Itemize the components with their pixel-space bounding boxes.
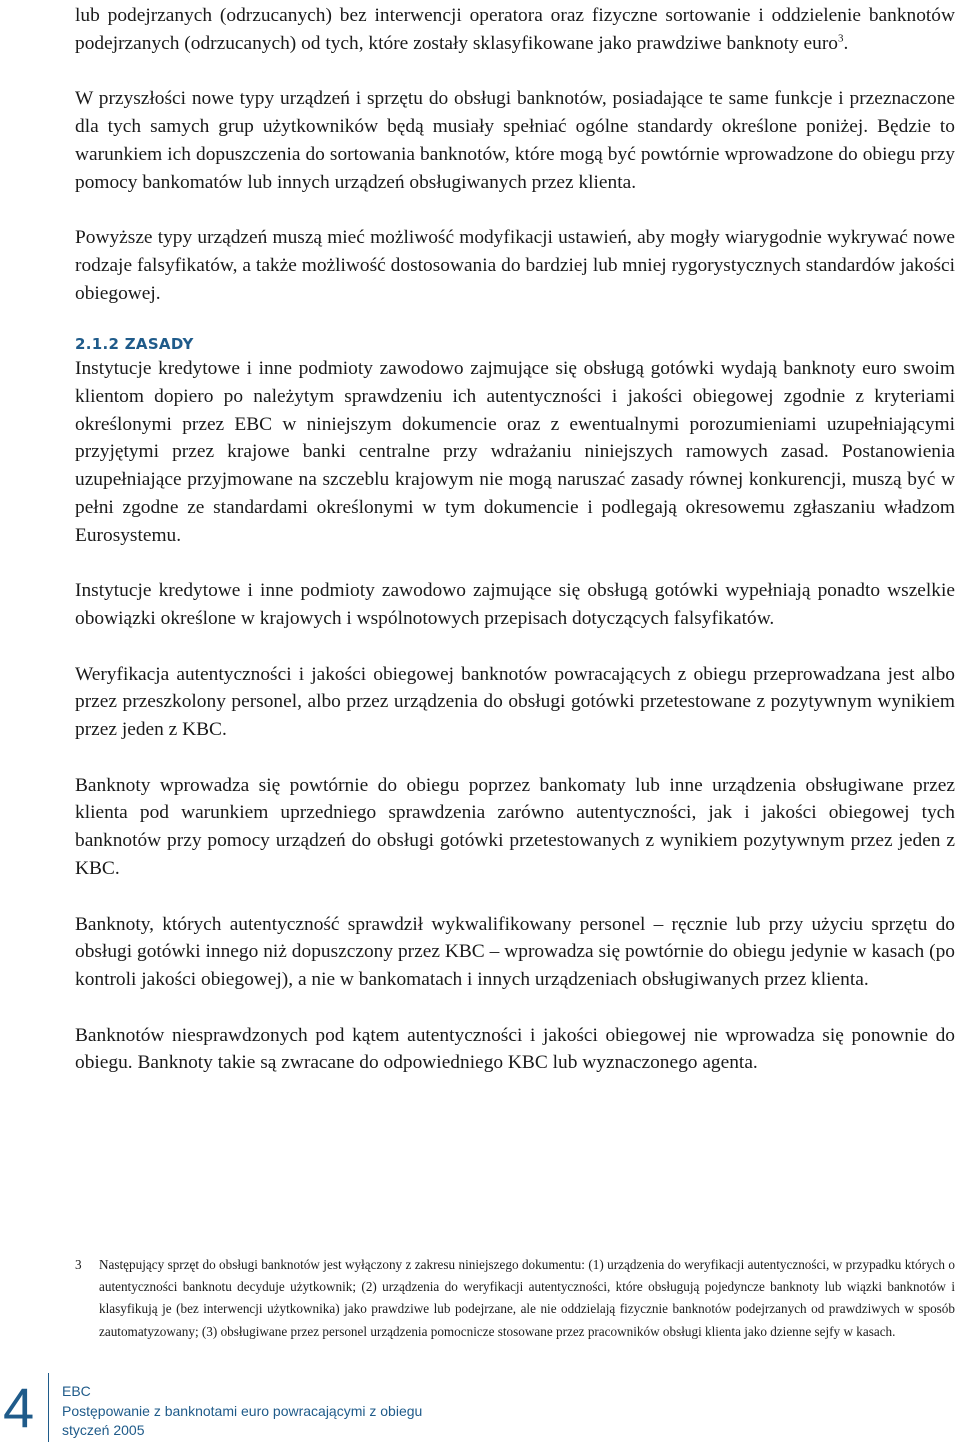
paragraph: Powyższe typy urządzeń muszą mieć możliwość modyfikacji ustawień, aby mogły wiarygodnie wykrywać nowe rodzaje falsyfikatów, a także możliwość dostosowania do bardziej lub mniej rygorystycznych standardów jakości obiegowej. <box>75 227 955 304</box>
footer-info <box>62 1382 422 1441</box>
footer-publisher: EBC <box>62 1383 91 1399</box>
footnote-reference[interactable]: 3 <box>837 32 844 45</box>
footnote-text: Następujący sprzęt do obsługi banknotów jest wyłączony z zakresu niniejszego dokumentu: (1) urządzenia do weryfikacji autentyczności, w przypadku których o autentyczności banknotu decyduje użytkownik; (2) urządzenia do weryfikacji autentyczności, które obsługują pojedyncze banknoty lub wiązki banknotów i klasyfikują je (bez interwencji użytkownika) jako prawdziwe lub podejrzane, ale nie oddzielają fizycznie banknotów podejrzanych od prawdziwych w sposób zautomatyzowany; (3) obsługiwane przez personel urządzenia pomocnicze stosowane przez pracowników obsługi klienta jako dzienne sejfy w kasach. <box>99 1257 955 1339</box>
footer-date: styczeń 2005 <box>62 1422 145 1438</box>
footer-divider <box>48 1373 49 1442</box>
paragraph <box>75 2 955 57</box>
sentence-end: . <box>843 32 849 54</box>
page-number: 4 <box>3 1376 35 1439</box>
paragraph: Weryfikacja autentyczności i jakości obiegowej banknotów powracających z obiegu przeprowadzana jest albo przez przeszkolony personel, albo przez urządzenia do obsługi gotówki przetestowane z pozytywnym wynikiem przez jeden z KBC. <box>75 663 955 741</box>
paragraph: Banknoty wprowadza się powtórnie do obiegu poprzez bankomaty lub inne urządzenia obsługiwane przez klienta pod warunkiem uprzedniego sprawdzenia zarówno autentyczności, jak i jakości obiegowej tych banknotów przy pomocy urządzeń do obsługi gotówki przetestowanych z wynikiem pozytywnym przez jeden z KBC. <box>75 774 955 879</box>
section-heading: 2.1.2 ZASADY <box>75 335 194 354</box>
paragraph: Banknotów niesprawdzonych pod kątem autentyczności i jakości obiegowej nie wprowadza się ponownie do obiegu. Banknoty takie są zwracane do odpowiedniego KBC lub wyznaczonego agenta. <box>75 1024 955 1074</box>
paragraph: Instytucje kredytowe i inne podmioty zawodowo zajmujące się obsługą gotówki wypełniają ponadto wszelkie obowiązki określone w krajowych i wspólnotowych przepisach dotyczących falsyfikatów. <box>75 580 955 629</box>
main-content <box>75 2 955 1077</box>
paragraph: W przyszłości nowe typy urządzeń i sprzętu do obsługi banknotów, posiadające te same funkcje i przeznaczone dla tych samych grup użytkowników będą musiały spełniać ogólne standardy określone poniżej. Będzie to warunkiem ich dopuszczenia do sortowania banknotów, które mogą być powtórnie wprowadzone do obiegu przy pomocy bankomatów lub innych urządzeń obsługiwanych przez klienta. <box>75 88 955 193</box>
footnote <box>75 1254 955 1343</box>
paragraph-text: lub podejrzanych (odrzucanych) bez interwencji operatora oraz fizyczne sortowanie i oddzielenie banknotów podejrzanych (odrzucanych) od tych, które zostały sklasyfikowane jako prawdziwe banknoty euro <box>75 5 955 54</box>
footer-document-title: Postępowanie z banknotami euro powracającymi z obiegu <box>62 1402 423 1419</box>
footnote-number: 3 <box>75 1257 82 1272</box>
paragraph: Banknoty, których autentyczność sprawdził wykwalifikowany personel – ręcznie lub przy użyciu sprzętu do obsługi gotówki innego niż dopuszczony przez KBC – wprowadza się powtórnie do obiegu jedynie w kasach (po kontroli jakości obiegowej), a nie w bankomatach i innych urządzeniach obsługiwanych przez klienta. <box>75 913 955 990</box>
paragraph: Instytucje kredytowe i inne podmioty zawodowo zajmujące się obsługą gotówki wydają banknoty euro swoim klientom dopiero po należytym sprawdzeniu ich autentyczności i jakości obiegowej zgodnie z kryteriami określonymi przez EBC w niniejszym dokumencie oraz z ewentualnymi porozumieniami uzupełniającymi przyjętymi przez krajowe banki centralne przy wdrażaniu niniejszych ramowych zasad. Postanowienia uzupełniające przyjmowane na szczeblu krajowym nie mogą naruszać zasady równej konkurencji, muszą być w pełni zgodne ze standardami określonymi w tym dokumencie i podlegają okresowemu zgłaszaniu władzom Eurosystemu. <box>75 358 955 546</box>
